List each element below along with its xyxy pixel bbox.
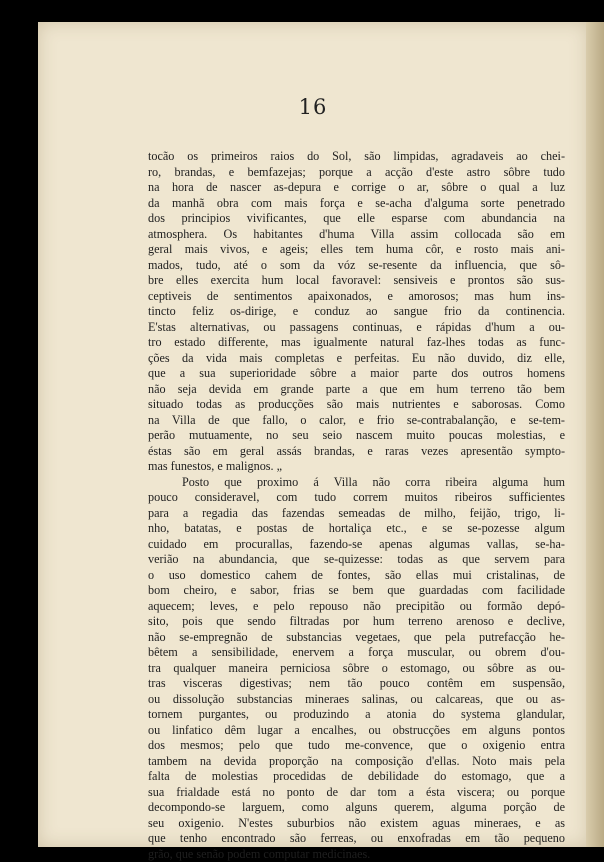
- text-line: da manhã obra com mais força e se-acha d'alguma sorte penetrado: [148, 196, 565, 212]
- text-line: cuidado em procurallas, fazendo-se apenas algumas vallas, se-ha-: [148, 537, 565, 553]
- text-line: falta de molestias procedidas de debilidade do estomago, que a: [148, 769, 565, 785]
- text-line: tra qualquer maneira perniciosa sôbre o estomago, ou sôbre as ou-: [148, 661, 565, 677]
- text-line: grão, que senão podem computar medicinaes.: [148, 847, 565, 862]
- text-line: dos principios vivificantes, que elle esparse com abundancia na: [148, 211, 565, 227]
- text-line: pouco consideravel, com tudo correm muitos ribeiros sufficientes: [148, 490, 565, 506]
- page-number: 16: [38, 95, 588, 119]
- text-line: aquecem; leves, e pelo repouso não precipitão ou formão depó-: [148, 599, 565, 615]
- text-line: tornem purgantes, ou produzindo a atonia do systema glandular,: [148, 707, 565, 723]
- text-line: ro, brandas, e bemfazejas; porque a acção d'este astro sôbre tudo: [148, 165, 565, 181]
- text-line: mados, tudo, até o som da vóz se-resente da influencia, que sô-: [148, 258, 565, 274]
- text-line: ções da vida mais completas e perfeitas. Eu não duvido, diz elle,: [148, 351, 565, 367]
- text-line: para a regadia das fazendas semeadas de milho, feijão, trigo, li-: [148, 506, 565, 522]
- text-line: tras visceras digestivas; nem tão pouco contêm em suspensão,: [148, 676, 565, 692]
- text-line: mas funestos, e malignos. „: [148, 459, 565, 475]
- text-line: tambem na devida proporção na composição d'ellas. Noto mais pela: [148, 754, 565, 770]
- text-line: que tenho encontrado são ferreas, ou enxofradas em tão pequeno: [148, 831, 565, 847]
- text-line: na Villa de que fallo, o calor, e frio se-contrabalanção, e se-tem-: [148, 413, 565, 429]
- text-line: que a sua superioridade sôbre a maior parte dos outros homens: [148, 366, 565, 382]
- text-line: tocão os primeiros raios do Sol, são limpidas, agradaveis ao chei-: [148, 149, 565, 165]
- text-line: ceptiveis de sentimentos apaixonados, e amorosos; mas hum ins-: [148, 289, 565, 305]
- text-line: tincto feliz os-dirige, e conduz ao sangue frio da continencia.: [148, 304, 565, 320]
- text-line: na hora de nascer as-depura e corrige o ar, sôbre o qual a luz: [148, 180, 565, 196]
- text-line: éstas são em geral assás brandas, e raras vezes apresentão sympto-: [148, 444, 565, 460]
- text-line: o uso domestico cahem de fontes, são ellas mui cristalinas, de: [148, 568, 565, 584]
- text-line: verião na abundancia, que se-quizesse: todas as que servem para: [148, 552, 565, 568]
- book-page: [38, 22, 588, 847]
- text-line: tro estado differente, mas igualmente natural faz-lhes todas as func-: [148, 335, 565, 351]
- text-line: E'stas alternativas, ou passagens continuas, e rápidas d'hum a ou-: [148, 320, 565, 336]
- text-line: decompondo-se larguem, como alguns querem, alguma porção de: [148, 800, 565, 816]
- text-line: ou linfatico dêm lugar a encalhes, ou obstrucções em alguns pontos: [148, 723, 565, 739]
- text-line: bêtem a sensibilidade, enervem a força muscular, ou obrem d'ou-: [148, 645, 565, 661]
- text-line: dos mesmos; pelo que tudo me-convence, que o oxigenio entra: [148, 738, 565, 754]
- text-line: sua frialdade está no ponto de dar tom a ésta viscera; ou porque: [148, 785, 565, 801]
- text-line: bre elles exercita hum local favoravel: sensiveis e prontos são sus-: [148, 273, 565, 289]
- text-line: situado todas as producções são mais nutrientes e saborosas. Como: [148, 397, 565, 413]
- text-line: seu oxigenio. N'estes suburbios não existem aguas mineraes, e as: [148, 816, 565, 832]
- text-line: atmosphera. Os habitantes d'huma Villa assim collocada são em: [148, 227, 565, 243]
- text-line: não seja devida em grande parte a que em hum terreno tão bem: [148, 382, 565, 398]
- text-line: ou dissolução substancias mineraes salinas, ou calcareas, que ou as-: [148, 692, 565, 708]
- text-line: geral mais vivos, e ageis; elles tem huma côr, e rosto mais ani-: [148, 242, 565, 258]
- text-line: sito, pois que sendo filtradas por hum terreno arenoso e declive,: [148, 614, 565, 630]
- text-line: perão mutuamente, no seu seio nascem muito poucas molestias, e: [148, 428, 565, 444]
- body-text: [148, 149, 565, 862]
- text-line: Posto que proximo á Villa não corra ribeira alguma hum: [148, 475, 565, 491]
- page-edge: [586, 22, 604, 847]
- text-line: nho, batatas, e postas de hortaliça etc., e se se-pozesse algum: [148, 521, 565, 537]
- text-line: não se-empregnão de substancias vegetaes, que pela putrefacção he-: [148, 630, 565, 646]
- text-line: bom cheiro, e sabor, frias se bem que guardadas com facilidade: [148, 583, 565, 599]
